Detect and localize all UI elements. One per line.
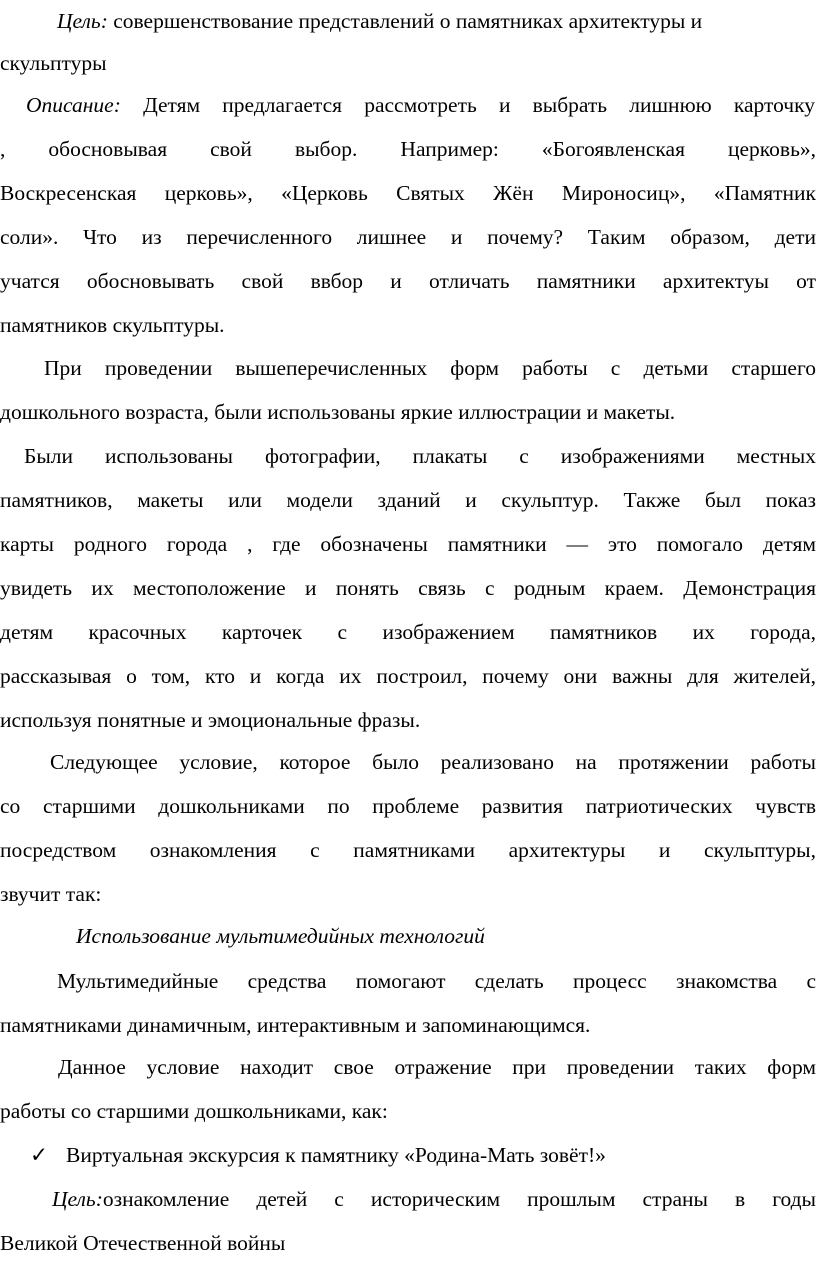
materials-line-1: Были использованы фотографии, плакаты с изображениями местных	[24, 444, 816, 468]
goal2-label: Цель:	[52, 1187, 103, 1211]
goal-text: совершенствование представлений о памятниках архитектуры и	[113, 9, 703, 33]
forms-intro-line-2: работы со старшими дошкольниками, как:	[0, 1099, 388, 1123]
goal-line-2: скульптуры	[0, 51, 107, 75]
materials-line-2: памятников, макеты или модели зданий и скульптур. Также был показ	[0, 488, 816, 512]
condition-line-2: со старшими дошкольниками по проблеме развития патриотических чувств	[0, 794, 816, 818]
forms-line-2: дошкольного возраста, были использованы яркие иллюстрации и макеты.	[0, 400, 676, 424]
description-label: Описание:	[26, 93, 121, 117]
description-line-6: памятников скульптуры.	[0, 313, 225, 337]
condition-line-3: посредством ознакомления с памятниками архитектуры и скульптуры,	[0, 838, 816, 862]
multimedia-line-2: памятниками динамичным, интерактивным и запоминающимся.	[0, 1013, 591, 1037]
bullet-text: Виртуальная экскурсия к памятнику «Родина-Мать зовёт!»	[66, 1143, 606, 1167]
bullet-item	[0, 1140, 816, 1170]
description-line-4: соли». Что из перечисленного лишнее и почему? Таким образом, дети	[0, 225, 816, 249]
description-line-1	[0, 90, 815, 120]
description-line-5: учатся обосновывать свой ввбор и отличать памятники архитектуы от	[0, 269, 816, 293]
goal2-line-1	[0, 1184, 816, 1214]
goal2-line-2: Великой Отечественной войны	[0, 1231, 286, 1255]
goal2-text: ознакомление детей с историческим прошлым страны в годы	[102, 1187, 816, 1211]
materials-line-7: используя понятные и эмоциональные фразы.	[0, 708, 421, 732]
forms-line-1: При проведении вышеперечисленных форм работы с детьми старшего	[44, 356, 816, 380]
condition-line-1: Следующее условие, которое было реализовано на протяжении работы	[50, 750, 816, 774]
materials-line-3: карты родного города , где обозначены памятники — это помогало детям	[0, 532, 816, 556]
description-line-2: , обосновывая свой выбор. Например: «Богоявленская церковь»,	[0, 137, 816, 161]
materials-line-4: увидеть их местоположение и понять связь с родным краем. Демонстрация	[0, 576, 816, 600]
materials-line-5: детям красочных карточек с изображением памятников их города,	[0, 620, 816, 644]
description-text: Детям предлагается рассмотреть и выбрать лишнюю карточку	[143, 93, 815, 117]
description-line-3: Воскресенская церковь», «Церковь Святых Жён Мироносиц», «Памятник	[0, 181, 816, 205]
multimedia-line-1: Мультимедийные средства помогают сделать процесс знакомства с	[57, 969, 816, 993]
condition-line-4: звучит так:	[0, 882, 102, 906]
goal-label: Цель:	[57, 9, 108, 33]
goal-line-1	[0, 6, 816, 36]
forms-intro-line-1: Данное условие находит свое отражение при проведении таких форм	[58, 1055, 816, 1079]
checkmark-icon: ✓	[30, 1143, 49, 1167]
section-heading: Использование мультимедийных технологий	[76, 924, 485, 948]
materials-line-6: рассказывая о том, кто и когда их построил, почему они важны для жителей,	[0, 664, 816, 688]
